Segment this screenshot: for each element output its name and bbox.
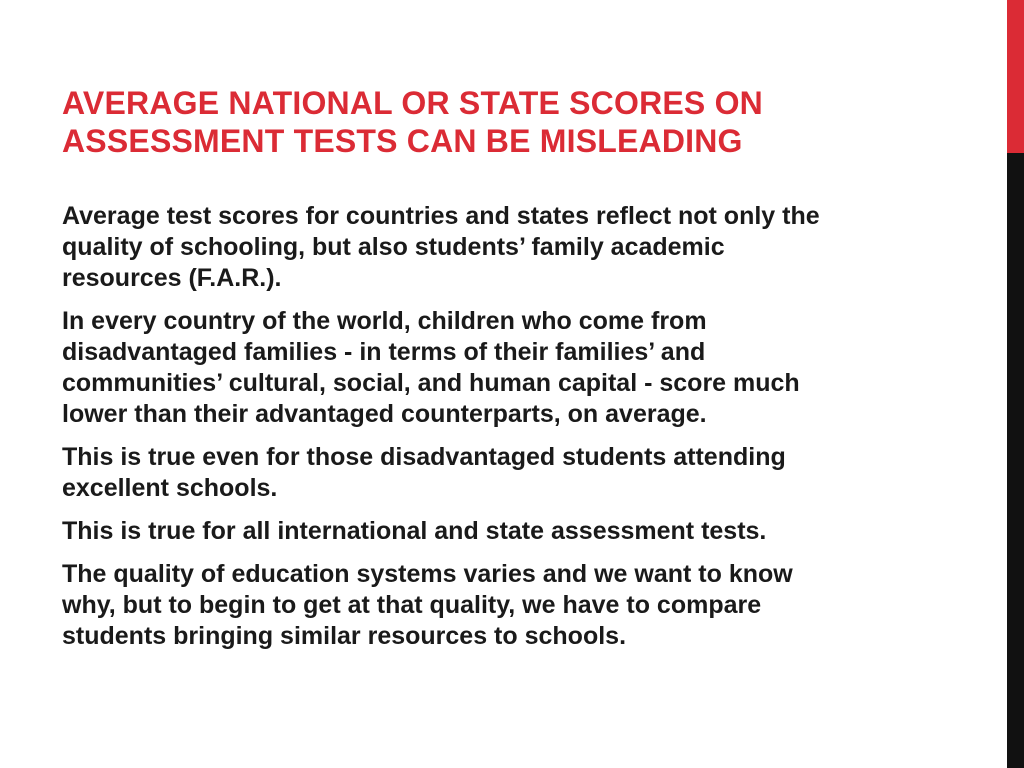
text-line: resources (F.A.R.). [62, 264, 282, 292]
text-line: This is true for all international and state assessment tests. [62, 517, 767, 545]
text-line: quality of schooling, but also students’ family academic [62, 233, 725, 261]
text-line: Average test scores for countries and states reflect not only the [62, 202, 820, 230]
paragraph-quality [62, 559, 942, 652]
text-line: In every country of the world, children who come from [62, 307, 707, 335]
paragraph-far [62, 201, 942, 294]
text-line: disadvantaged families - in terms of their families’ and [62, 338, 706, 366]
paragraph-all-tests [62, 516, 942, 547]
text-line: why, but to begin to get at that quality, we have to compare [62, 591, 762, 619]
text-line: excellent schools. [62, 474, 278, 502]
slide-title-line: AVERAGE NATIONAL OR STATE SCORES ON [62, 85, 763, 121]
slide-title-line: ASSESSMENT TESTS CAN BE MISLEADING [62, 123, 743, 159]
text-line: communities’ cultural, social, and human capital - score much [62, 369, 800, 397]
paragraph-disadvantaged [62, 306, 942, 430]
paragraph-excellent-schools [62, 442, 942, 504]
text-line: lower than their advantaged counterparts, on average. [62, 400, 707, 428]
slide-body [62, 201, 942, 664]
text-line: students bringing similar resources to schools. [62, 622, 627, 650]
text-line: This is true even for those disadvantaged students attending [62, 443, 786, 471]
accent-bar-red [1007, 0, 1024, 153]
accent-bar-black [1007, 153, 1024, 768]
slide-title [62, 84, 962, 160]
text-line: The quality of education systems varies and we want to know [62, 560, 793, 588]
